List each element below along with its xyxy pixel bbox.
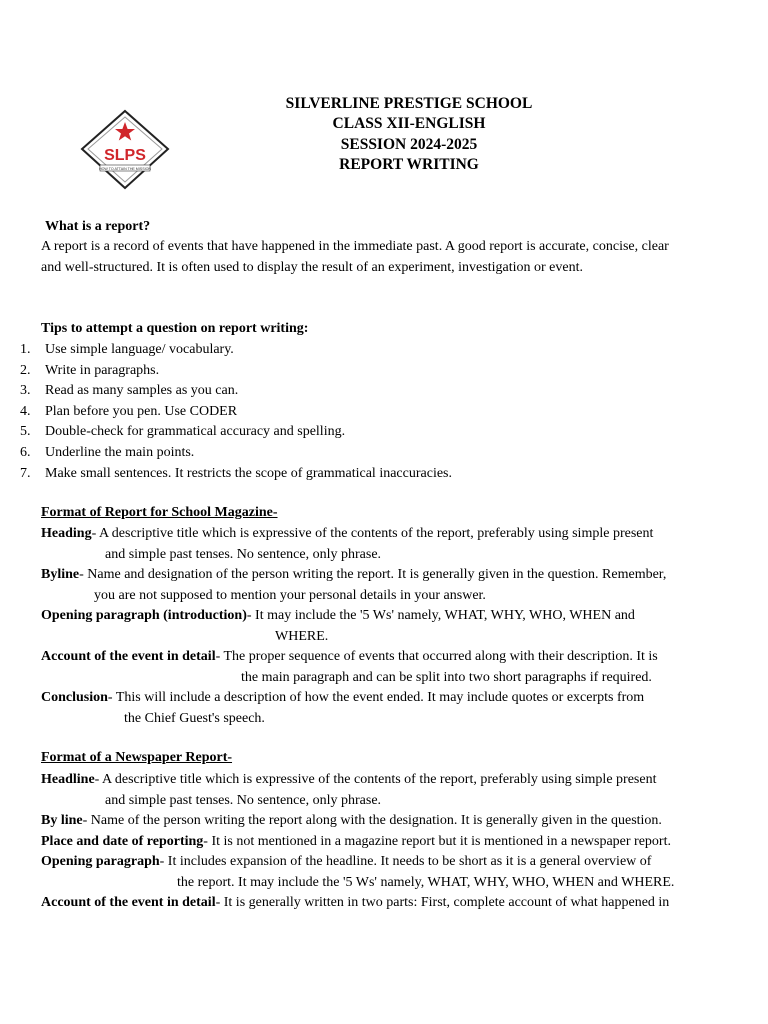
format-entry-opening-paragraph: Opening paragraph- It includes expansion of the headline. It needs to be short as it is a general overview of the report. It may include the '5 Ws' namely, WHAT, WHY, WHO, WHEN and WHERE. <box>41 854 675 890</box>
topic-title: REPORT WRITING <box>339 156 479 173</box>
format-entry-byline: Byline- Name and designation of the person writing the report. It is generally given in the question. Remember, you are not supposed to mention your personal details in your answer. <box>41 567 667 603</box>
format-entry-place-date: Place and date of reporting- It is not mentioned in a magazine report but it is mentioned in a newspaper report. <box>41 834 671 849</box>
magazine-format-title: Format of Report for School Magazine- <box>41 505 278 520</box>
intro-answer-line: A report is a record of events that have happened in the immediate past. A good report is accurate, concise, clear <box>41 239 669 254</box>
intro-answer <box>41 237 731 278</box>
logo-tagline: HOW TO ATTAIN THE MISSION <box>99 166 151 171</box>
newspaper-format-title: Format of a Newspaper Report- <box>41 750 233 765</box>
format-entry-account-detail: Account of the event in detail- It is generally written in two parts: First, complete account of what happened in <box>41 895 670 910</box>
list-item: 3. Read as many samples as you can. <box>20 383 239 399</box>
list-item: 6. Underline the main points. <box>20 444 195 460</box>
format-entry-account: Account of the event in detail- The proper sequence of events that occurred along with their description. It is the main paragraph and can be split into two short paragraphs if required. <box>41 649 658 685</box>
format-entry-heading: Heading- A descriptive title which is expressive of the contents of the report, preferably using simple present and simple past tenses. No sentence, only phrase. <box>41 526 654 562</box>
list-item: 7. Make small sentences. It restricts the scope of grammatical inaccuracies. <box>20 465 452 481</box>
format-entry-by-line: By line- Name of the person writing the report along with the designation. It is generally given in the question. <box>41 813 662 828</box>
list-item: 4. Plan before you pen. Use CODER <box>20 403 238 419</box>
format-entry-opening: Opening paragraph (introduction)- It may include the '5 Ws' namely, WHAT, WHY, WHO, WHEN and WHERE. <box>41 608 635 644</box>
intro-question: What is a report? <box>45 219 151 234</box>
school-name: SILVERLINE PRESTIGE SCHOOL <box>285 95 533 112</box>
tips-list <box>20 340 452 484</box>
list-item: 1. Use simple language/ vocabulary. <box>20 342 234 357</box>
format-entry-conclusion: Conclusion- This will include a description of how the event ended. It may include quotes or excerpts from the Chief Guest's speech. <box>41 690 645 726</box>
intro-answer-line: and well-structured. It is often used to display the result of an experiment, investigation or event. <box>41 259 583 275</box>
session-title: SESSION 2024-2025 <box>340 136 478 153</box>
list-item: 5. Double-check for grammatical accuracy and spelling. <box>20 424 346 440</box>
class-title: CLASS XII-ENGLISH <box>332 115 486 132</box>
list-item: 2. Write in paragraphs. <box>20 362 160 378</box>
logo-text: SLPS <box>104 147 146 164</box>
tips-heading: Tips to attempt a question on report writing: <box>41 321 309 336</box>
format-entry-headline: Headline- A descriptive title which is expressive of the contents of the report, preferably using simple present and simple past tenses. No sentence, only phrase. <box>41 772 657 808</box>
